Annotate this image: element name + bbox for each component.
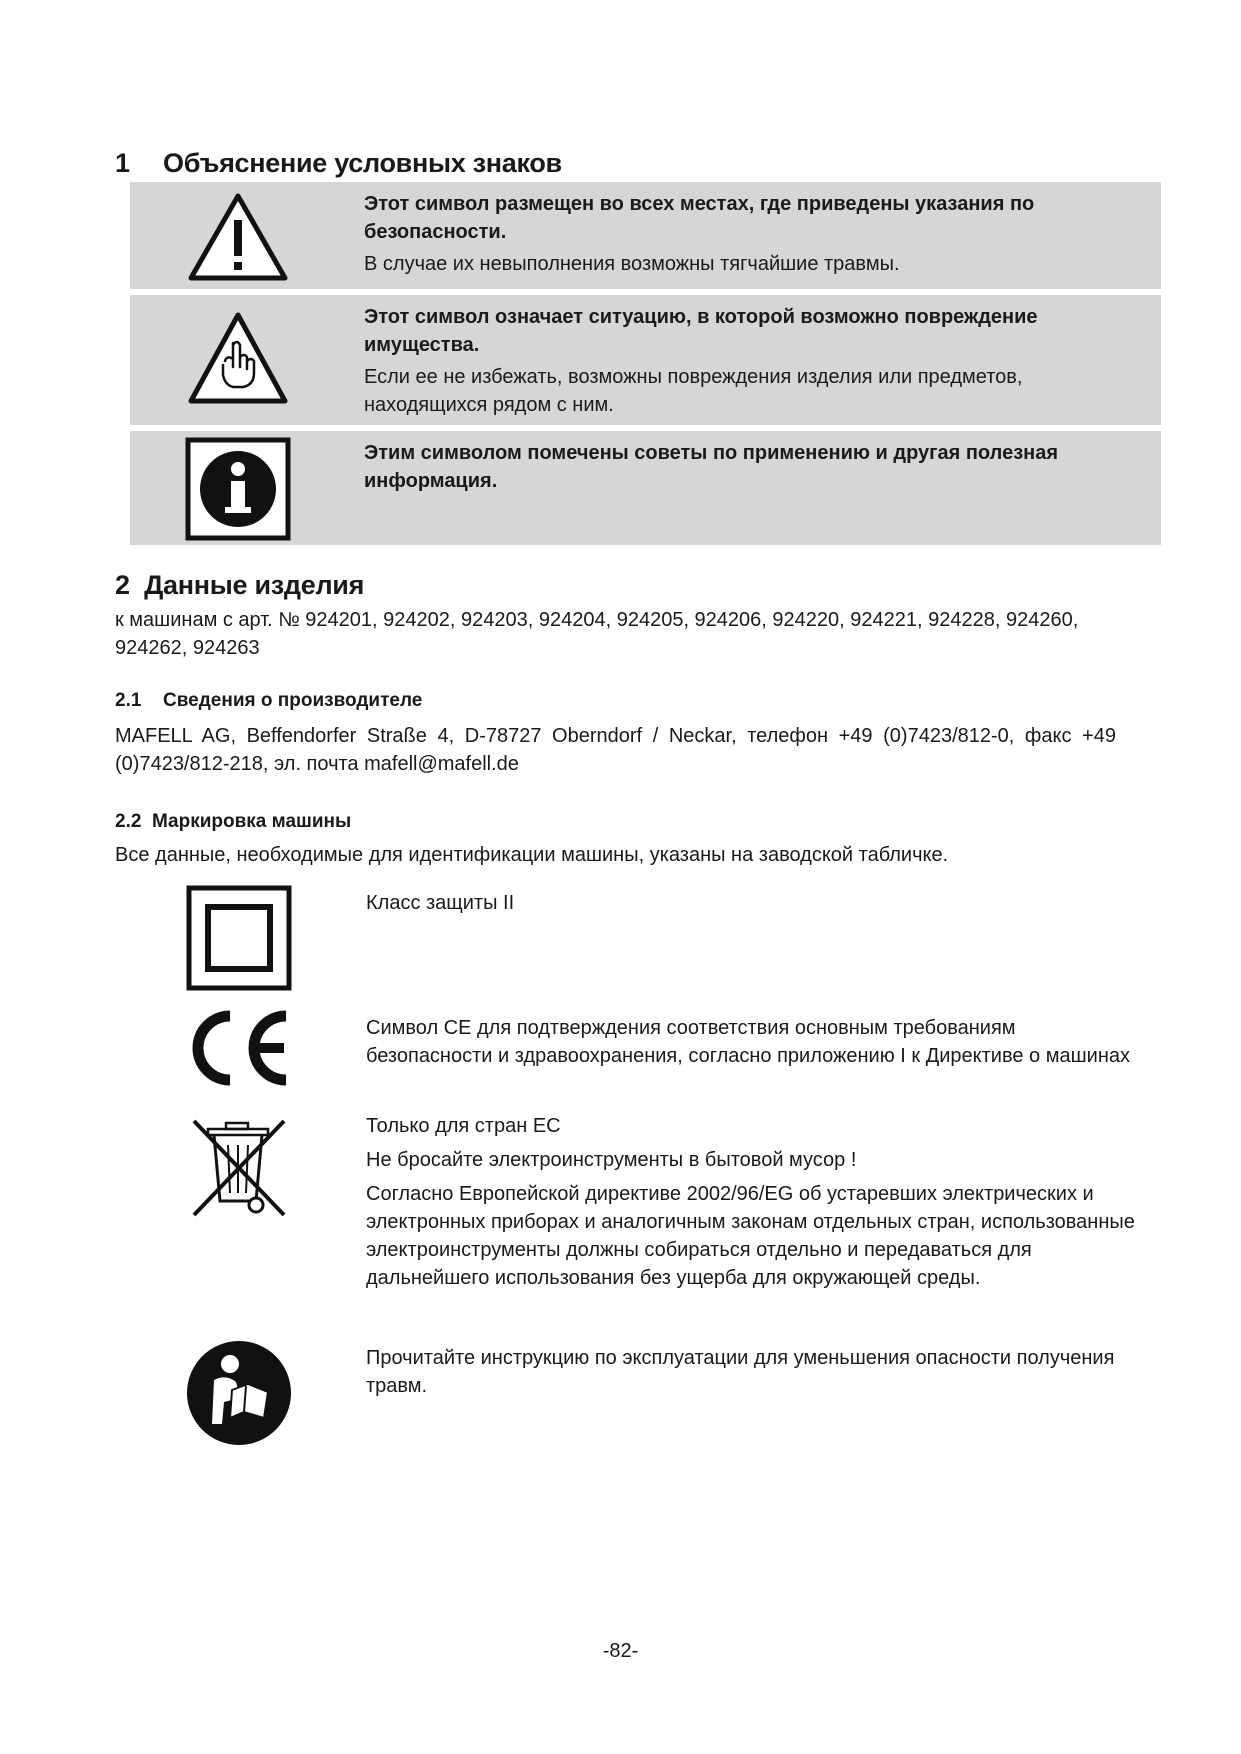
section-2-1-number: 2.1 xyxy=(115,690,142,711)
section-1-number: 1 xyxy=(115,148,130,178)
ce-text xyxy=(366,1014,1146,1076)
symbol-row-warning xyxy=(130,182,1161,289)
property-damage-text: Если ее не избежать, возможны повреждения изделия или предметов, находящихся рядом с ним. xyxy=(364,366,1023,416)
section-1-title: Объяснение условных знаков xyxy=(163,148,562,178)
property-damage-bold-text: Этот символ означает ситуацию, в которой возможно повреждение имущества. xyxy=(364,306,1038,356)
symbol-row-info xyxy=(130,431,1161,545)
property-damage-hand-icon xyxy=(185,309,291,414)
info-bold-text: Этим символом помечены советы по применению и другая полезная информация. xyxy=(364,442,1059,492)
bin-line-warning: Не бросайте электроинструменты в бытовой мусор ! xyxy=(366,1149,857,1171)
bin-line-directive: Согласно Европейской директиве 2002/96/EG об устаревших электрических и электронных приборах и аналогичным законам отдельных стран, использованные электроинструменты должны собираться отдельно и передаваться для дальнейшего использования без ущерба для окружающей среды. xyxy=(366,1183,1135,1289)
section-2-1-heading xyxy=(115,690,422,712)
bin-text xyxy=(366,1112,1146,1298)
section-2-heading xyxy=(115,570,364,601)
section-2-number: 2 xyxy=(115,570,130,600)
section-2-2-number: 2.2 xyxy=(115,811,142,832)
symbol-row-property-damage xyxy=(130,295,1161,425)
ce-mark-icon xyxy=(186,1010,292,1091)
section-2-title: Данные изделия xyxy=(144,570,365,600)
section-2-2-heading xyxy=(115,811,351,833)
section-1-heading xyxy=(115,148,562,179)
section-2-intro: к машинам с арт. № 924201, 924202, 924203, 924204, 924205, 924206, 924220, 924221, 924228, 924260, 924262, 924263 xyxy=(115,609,1079,659)
info-icon xyxy=(185,437,291,546)
protection-class-ii-icon xyxy=(186,885,292,996)
read-manual-icon xyxy=(186,1340,292,1451)
warning-bold-text: Этот символ размещен во всех местах, где приведены указания по безопасности. xyxy=(364,193,1035,243)
ce-line: Символ CE для подтверждения соответствия основным требованиям безопасности и здравоохранения, согласно приложению I к Директиве о машинах xyxy=(366,1017,1130,1067)
protection-class-text xyxy=(366,889,1146,923)
warning-triangle-icon xyxy=(185,190,291,291)
page-number: -82- xyxy=(602,1640,639,1662)
symbol-row-warning-text xyxy=(364,190,1141,278)
manual-line: Прочитайте инструкцию по эксплуатации для уменьшения опасности получения травм. xyxy=(366,1347,1115,1397)
warning-text: В случае их невыполнения возможны тягчайшие травмы. xyxy=(364,253,900,275)
section-2-2-title: Маркировка машины xyxy=(151,811,352,832)
manufacturer-line-2: (0)7423/812-218, эл. почта mafell@mafell.de xyxy=(115,753,519,775)
manufacturer-line-1: MAFELL AG, Beffendorfer Straße 4, D-78727 Oberndorf / Neckar, телефон +49 (0)7423/812-0, факс +49 xyxy=(115,725,1116,747)
crossed-bin-icon xyxy=(186,1115,292,1226)
protection-class-line: Класс защиты II xyxy=(366,892,515,914)
bin-line-eu: Только для стран ЕС xyxy=(366,1115,561,1137)
section-2-2-intro: Все данные, необходимые для идентификации машины, указаны на заводской табличке. xyxy=(115,844,949,866)
symbol-row-info-text xyxy=(364,439,1141,495)
symbol-row-property-damage-text xyxy=(364,303,1141,419)
manual-text xyxy=(366,1344,1146,1406)
section-2-1-title: Сведения о производителе xyxy=(163,690,423,711)
